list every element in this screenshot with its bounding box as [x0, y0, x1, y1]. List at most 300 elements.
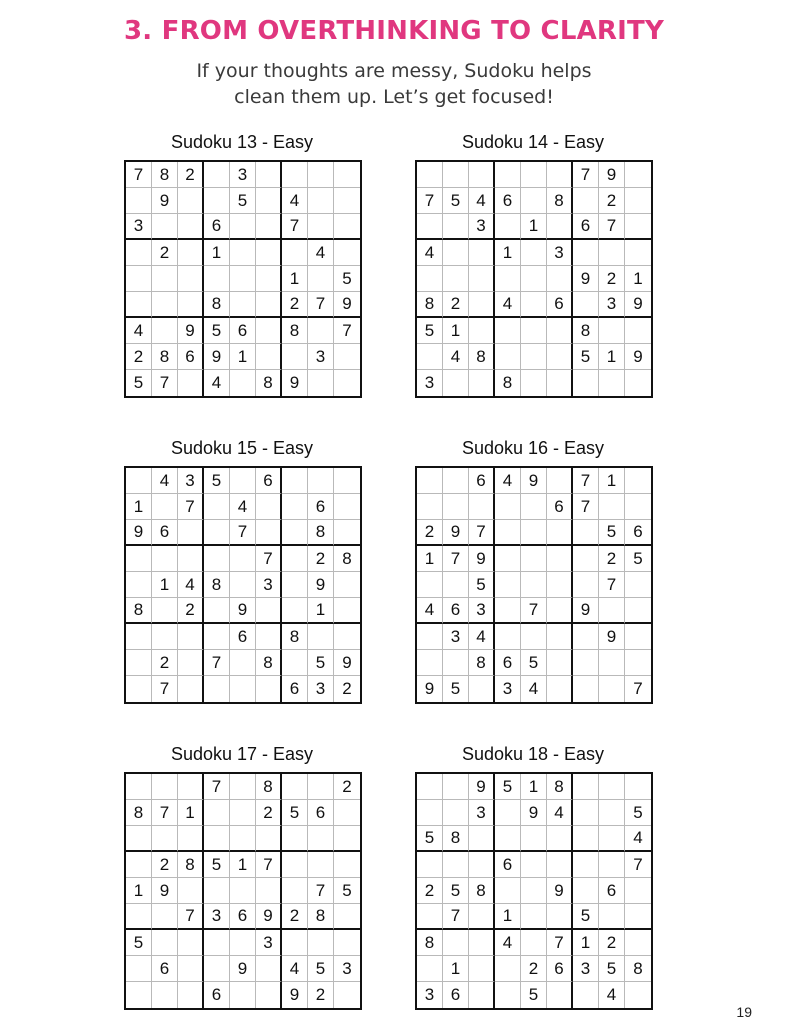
- sudoku-cell: [469, 826, 495, 852]
- sudoku-cell: 3: [469, 598, 495, 624]
- sudoku-cell: 6: [495, 188, 521, 214]
- sudoku-cell: [152, 930, 178, 956]
- sudoku-cell: [495, 344, 521, 370]
- sudoku-cell: [469, 370, 495, 396]
- sudoku-cell: 7: [178, 904, 204, 930]
- sudoku-cell: 3: [417, 370, 443, 396]
- sudoku-cell: [625, 162, 651, 188]
- sudoku-cell: [547, 370, 573, 396]
- sudoku-cell: 5: [625, 800, 651, 826]
- sudoku-cell: 3: [308, 676, 334, 702]
- sudoku-cell: [521, 852, 547, 878]
- sudoku-cell: [230, 982, 256, 1008]
- sudoku-cell: 7: [469, 520, 495, 546]
- sudoku-cell: [625, 494, 651, 520]
- sudoku-cell: [178, 240, 204, 266]
- sudoku-cell: [204, 826, 230, 852]
- sudoku-cell: [495, 572, 521, 598]
- sudoku-cell: 9: [469, 774, 495, 800]
- sudoku-cell: [547, 904, 573, 930]
- sudoku-cell: 2: [282, 292, 308, 318]
- sudoku-cell: [573, 982, 599, 1008]
- sudoku-cell: 8: [256, 774, 282, 800]
- sudoku-cell: 7: [573, 162, 599, 188]
- sudoku-cell: [204, 800, 230, 826]
- sudoku-cell: 2: [152, 240, 178, 266]
- sudoku-cell: 6: [204, 214, 230, 240]
- sudoku-cell: [495, 266, 521, 292]
- sudoku-cell: 7: [443, 546, 469, 572]
- sudoku-cell: [282, 240, 308, 266]
- sudoku-cell: [126, 546, 152, 572]
- sudoku-cell: [334, 370, 360, 396]
- sudoku-cell: [126, 904, 152, 930]
- subtitle-line-2: clean them up. Let’s get focused!: [234, 86, 554, 108]
- sudoku-cell: 9: [152, 188, 178, 214]
- sudoku-cell: [417, 904, 443, 930]
- sudoku-grid: [124, 466, 362, 704]
- subtitle-line-1: If your thoughts are messy, Sudoku helps: [196, 60, 592, 82]
- sudoku-cell: 5: [443, 878, 469, 904]
- sudoku-cell: 9: [573, 266, 599, 292]
- sudoku-cell: [178, 982, 204, 1008]
- sudoku-cell: [178, 826, 204, 852]
- sudoku-cell: 3: [230, 162, 256, 188]
- sudoku-cell: 8: [443, 826, 469, 852]
- sudoku-cell: [256, 826, 282, 852]
- sudoku-cell: 8: [469, 650, 495, 676]
- sudoku-cell: 6: [178, 344, 204, 370]
- sudoku-cell: 8: [417, 292, 443, 318]
- sudoku-cell: 8: [152, 344, 178, 370]
- sudoku-cell: [625, 572, 651, 598]
- sudoku-cell: 6: [230, 318, 256, 344]
- sudoku-cell: 7: [256, 852, 282, 878]
- sudoku-cell: [256, 494, 282, 520]
- sudoku-cell: [178, 774, 204, 800]
- sudoku-cell: [573, 188, 599, 214]
- sudoku-cell: [417, 266, 443, 292]
- sudoku-cell: [599, 852, 625, 878]
- puzzle-title: Sudoku 13 - Easy: [170, 132, 314, 152]
- sudoku-cell: [282, 520, 308, 546]
- sudoku-cell: [495, 956, 521, 982]
- sudoku-cell: 6: [495, 650, 521, 676]
- sudoku-cell: [495, 826, 521, 852]
- sudoku-cell: [282, 546, 308, 572]
- sudoku-cell: [573, 650, 599, 676]
- sudoku-cell: 7: [308, 878, 334, 904]
- sudoku-cell: [152, 774, 178, 800]
- sudoku-cell: [152, 214, 178, 240]
- sudoku-cell: 2: [334, 774, 360, 800]
- sudoku-cell: 4: [599, 982, 625, 1008]
- sudoku-cell: [178, 624, 204, 650]
- sudoku-puzzle-18: [415, 740, 651, 1010]
- sudoku-cell: [573, 800, 599, 826]
- sudoku-cell: 5: [443, 188, 469, 214]
- sudoku-cell: [178, 520, 204, 546]
- sudoku-cell: 3: [126, 214, 152, 240]
- sudoku-cell: 6: [230, 904, 256, 930]
- sudoku-cell: 3: [334, 956, 360, 982]
- sudoku-cell: [282, 774, 308, 800]
- sudoku-cell: 2: [178, 598, 204, 624]
- sudoku-cell: [256, 520, 282, 546]
- sudoku-cell: 6: [625, 520, 651, 546]
- sudoku-cell: [334, 240, 360, 266]
- sudoku-cell: [443, 774, 469, 800]
- sudoku-cell: 8: [547, 774, 573, 800]
- sudoku-cell: [230, 546, 256, 572]
- sudoku-cell: 6: [573, 214, 599, 240]
- sudoku-cell: [204, 188, 230, 214]
- sudoku-cell: [547, 214, 573, 240]
- sudoku-cell: [521, 572, 547, 598]
- sudoku-cell: 7: [521, 598, 547, 624]
- sudoku-cell: 7: [573, 494, 599, 520]
- sudoku-cell: 4: [417, 598, 443, 624]
- sudoku-cell: [443, 852, 469, 878]
- sudoku-cell: 9: [334, 650, 360, 676]
- sudoku-cell: 6: [547, 292, 573, 318]
- sudoku-cell: [443, 930, 469, 956]
- sudoku-cell: 1: [599, 468, 625, 494]
- sudoku-cell: 4: [204, 370, 230, 396]
- sudoku-cell: 5: [126, 930, 152, 956]
- sudoku-cell: [573, 624, 599, 650]
- sudoku-cell: 7: [417, 188, 443, 214]
- sudoku-cell: 4: [230, 494, 256, 520]
- sudoku-cell: [443, 468, 469, 494]
- sudoku-cell: [599, 240, 625, 266]
- sudoku-cell: [469, 240, 495, 266]
- sudoku-cell: [204, 266, 230, 292]
- sudoku-cell: [599, 370, 625, 396]
- sudoku-cell: [417, 650, 443, 676]
- sudoku-cell: [573, 878, 599, 904]
- sudoku-cell: [334, 624, 360, 650]
- sudoku-cell: 9: [443, 520, 469, 546]
- sudoku-grid: [415, 466, 653, 704]
- sudoku-cell: [230, 800, 256, 826]
- sudoku-cell: [521, 546, 547, 572]
- sudoku-cell: 3: [443, 624, 469, 650]
- sudoku-cell: 1: [230, 852, 256, 878]
- sudoku-cell: [334, 188, 360, 214]
- sudoku-cell: 9: [256, 904, 282, 930]
- sudoku-cell: [178, 214, 204, 240]
- puzzle-title: Sudoku 18 - Easy: [461, 744, 605, 764]
- sudoku-cell: [256, 162, 282, 188]
- sudoku-cell: [599, 676, 625, 702]
- sudoku-cell: 5: [204, 318, 230, 344]
- sudoku-cell: [334, 982, 360, 1008]
- sudoku-cell: [469, 852, 495, 878]
- sudoku-cell: 2: [599, 188, 625, 214]
- sudoku-cell: [152, 266, 178, 292]
- sudoku-cell: [308, 214, 334, 240]
- sudoku-cell: [126, 650, 152, 676]
- sudoku-cell: [443, 214, 469, 240]
- sudoku-cell: [417, 572, 443, 598]
- sudoku-cell: 2: [152, 650, 178, 676]
- sudoku-cell: [573, 546, 599, 572]
- sudoku-puzzle-15: [124, 434, 360, 704]
- sudoku-cell: [152, 546, 178, 572]
- sudoku-cell: [443, 162, 469, 188]
- sudoku-cell: 5: [599, 520, 625, 546]
- sudoku-cell: [521, 878, 547, 904]
- sudoku-cell: 5: [625, 546, 651, 572]
- sudoku-cell: [469, 956, 495, 982]
- sudoku-cell: [126, 956, 152, 982]
- sudoku-cell: [230, 214, 256, 240]
- sudoku-cell: [126, 676, 152, 702]
- sudoku-cell: [204, 624, 230, 650]
- sudoku-cell: [521, 624, 547, 650]
- page-number: 19: [736, 1004, 752, 1020]
- sudoku-cell: [334, 520, 360, 546]
- sudoku-cell: [282, 344, 308, 370]
- sudoku-cell: 8: [469, 878, 495, 904]
- sudoku-cell: [126, 468, 152, 494]
- sudoku-cell: [308, 852, 334, 878]
- sudoku-cell: [495, 520, 521, 546]
- sudoku-cell: [521, 370, 547, 396]
- sudoku-cell: [521, 318, 547, 344]
- sudoku-puzzle-16: [415, 434, 651, 704]
- sudoku-cell: [152, 318, 178, 344]
- sudoku-cell: [230, 878, 256, 904]
- sudoku-cell: 2: [308, 982, 334, 1008]
- sudoku-cell: [230, 930, 256, 956]
- sudoku-cell: [521, 240, 547, 266]
- sudoku-cell: [230, 650, 256, 676]
- sudoku-cell: 2: [417, 878, 443, 904]
- sudoku-cell: 7: [126, 162, 152, 188]
- sudoku-cell: [625, 982, 651, 1008]
- sudoku-cell: [256, 982, 282, 1008]
- sudoku-cell: 8: [204, 572, 230, 598]
- sudoku-cell: 6: [308, 494, 334, 520]
- sudoku-cell: [152, 598, 178, 624]
- sudoku-cell: 8: [308, 904, 334, 930]
- sudoku-cell: 5: [334, 878, 360, 904]
- sudoku-cell: 6: [469, 468, 495, 494]
- sudoku-cell: [204, 930, 230, 956]
- sudoku-cell: 9: [282, 982, 308, 1008]
- sudoku-puzzle-13: [124, 128, 360, 398]
- sudoku-cell: [256, 624, 282, 650]
- sudoku-cell: 4: [547, 800, 573, 826]
- sudoku-cell: 7: [308, 292, 334, 318]
- sudoku-cell: 8: [126, 800, 152, 826]
- sudoku-cell: [204, 162, 230, 188]
- sudoku-cell: [334, 930, 360, 956]
- sudoku-cell: [521, 292, 547, 318]
- sudoku-cell: 1: [308, 598, 334, 624]
- sudoku-cell: 2: [599, 266, 625, 292]
- sudoku-cell: [126, 826, 152, 852]
- sudoku-cell: [126, 188, 152, 214]
- sudoku-cell: 5: [282, 800, 308, 826]
- sudoku-cell: 5: [417, 826, 443, 852]
- sudoku-cell: 5: [495, 774, 521, 800]
- sudoku-cell: [521, 188, 547, 214]
- sudoku-cell: [334, 162, 360, 188]
- sudoku-cell: 8: [126, 598, 152, 624]
- sudoku-cell: 8: [573, 318, 599, 344]
- sudoku-cell: [547, 852, 573, 878]
- sudoku-cell: [308, 266, 334, 292]
- sudoku-cell: 2: [521, 956, 547, 982]
- sudoku-cell: 6: [152, 520, 178, 546]
- sudoku-cell: [204, 878, 230, 904]
- sudoku-cell: 5: [334, 266, 360, 292]
- sudoku-cell: 6: [282, 676, 308, 702]
- sudoku-cell: [573, 292, 599, 318]
- sudoku-cell: [469, 930, 495, 956]
- sudoku-cell: [178, 370, 204, 396]
- sudoku-cell: 6: [230, 624, 256, 650]
- sudoku-cell: [178, 266, 204, 292]
- sudoku-cell: 6: [547, 956, 573, 982]
- sudoku-cell: 3: [308, 344, 334, 370]
- sudoku-cell: [469, 494, 495, 520]
- sudoku-cell: [126, 774, 152, 800]
- sudoku-cell: 2: [282, 904, 308, 930]
- sudoku-cell: [282, 468, 308, 494]
- sudoku-cell: [178, 676, 204, 702]
- sudoku-cell: 5: [469, 572, 495, 598]
- sudoku-cell: 9: [334, 292, 360, 318]
- sudoku-cell: 8: [625, 956, 651, 982]
- sudoku-cell: 3: [495, 676, 521, 702]
- sudoku-cell: [469, 292, 495, 318]
- sudoku-cell: 6: [599, 878, 625, 904]
- sudoku-cell: 7: [178, 494, 204, 520]
- sudoku-cell: [469, 318, 495, 344]
- sudoku-cell: [521, 826, 547, 852]
- sudoku-cell: [547, 598, 573, 624]
- sudoku-cell: [469, 162, 495, 188]
- sudoku-cell: 2: [178, 162, 204, 188]
- sudoku-cell: 3: [469, 214, 495, 240]
- sudoku-cell: 1: [443, 318, 469, 344]
- sudoku-cell: [573, 774, 599, 800]
- sudoku-cell: 7: [599, 214, 625, 240]
- sudoku-cell: 7: [625, 676, 651, 702]
- sudoku-cell: [126, 624, 152, 650]
- sudoku-cell: [334, 904, 360, 930]
- sudoku-cell: [443, 266, 469, 292]
- sudoku-cell: 3: [417, 982, 443, 1008]
- sudoku-cell: [334, 598, 360, 624]
- sudoku-cell: [256, 266, 282, 292]
- sudoku-cell: [308, 370, 334, 396]
- sudoku-cell: 1: [126, 878, 152, 904]
- sudoku-cell: 6: [443, 598, 469, 624]
- sudoku-cell: [308, 774, 334, 800]
- sudoku-cell: 8: [282, 318, 308, 344]
- sudoku-cell: 1: [204, 240, 230, 266]
- sudoku-cell: 2: [152, 852, 178, 878]
- sudoku-cell: 7: [204, 650, 230, 676]
- puzzle-title: Sudoku 17 - Easy: [170, 744, 314, 764]
- sudoku-cell: 5: [204, 468, 230, 494]
- sudoku-cell: 4: [443, 344, 469, 370]
- sudoku-cell: 2: [599, 930, 625, 956]
- sudoku-cell: [547, 468, 573, 494]
- sudoku-cell: 2: [599, 546, 625, 572]
- sudoku-cell: [126, 572, 152, 598]
- sudoku-cell: [256, 598, 282, 624]
- sudoku-cell: 9: [521, 800, 547, 826]
- sudoku-cell: 9: [599, 624, 625, 650]
- sudoku-cell: [573, 676, 599, 702]
- sudoku-cell: [204, 546, 230, 572]
- sudoku-cell: [443, 572, 469, 598]
- sudoku-cell: 9: [178, 318, 204, 344]
- sudoku-cell: 9: [282, 370, 308, 396]
- sudoku-cell: [282, 930, 308, 956]
- sudoku-cell: [204, 676, 230, 702]
- sudoku-cell: 1: [282, 266, 308, 292]
- sudoku-cell: [599, 774, 625, 800]
- sudoku-cell: 7: [152, 800, 178, 826]
- sudoku-cell: [599, 494, 625, 520]
- sudoku-cell: [178, 188, 204, 214]
- sudoku-cell: 4: [495, 292, 521, 318]
- sudoku-cell: 9: [308, 572, 334, 598]
- sudoku-cell: [469, 266, 495, 292]
- sudoku-cell: [282, 598, 308, 624]
- sudoku-cell: [334, 494, 360, 520]
- sudoku-cell: [625, 624, 651, 650]
- sudoku-cell: 8: [178, 852, 204, 878]
- sudoku-cell: [126, 982, 152, 1008]
- sudoku-cell: [282, 494, 308, 520]
- sudoku-cell: 1: [443, 956, 469, 982]
- sudoku-cell: 1: [599, 344, 625, 370]
- sudoku-cell: 5: [308, 650, 334, 676]
- sudoku-cell: 3: [547, 240, 573, 266]
- sudoku-cell: [256, 240, 282, 266]
- sudoku-cell: [334, 852, 360, 878]
- sudoku-cell: 2: [417, 520, 443, 546]
- sudoku-cell: 5: [204, 852, 230, 878]
- sudoku-cell: [152, 292, 178, 318]
- sudoku-cell: 9: [230, 598, 256, 624]
- sudoku-cell: 6: [547, 494, 573, 520]
- sudoku-cell: [573, 572, 599, 598]
- sudoku-cell: 7: [152, 676, 178, 702]
- sudoku-cell: 2: [443, 292, 469, 318]
- sudoku-cell: [625, 650, 651, 676]
- sudoku-cell: [204, 494, 230, 520]
- sudoku-cell: [573, 240, 599, 266]
- sudoku-cell: 1: [625, 266, 651, 292]
- puzzle-title: Sudoku 15 - Easy: [170, 438, 314, 458]
- sudoku-cell: 9: [521, 468, 547, 494]
- sudoku-cell: [256, 188, 282, 214]
- sudoku-cell: [547, 572, 573, 598]
- sudoku-cell: 5: [521, 982, 547, 1008]
- sudoku-cell: [178, 956, 204, 982]
- sudoku-cell: [625, 904, 651, 930]
- sudoku-cell: 1: [521, 774, 547, 800]
